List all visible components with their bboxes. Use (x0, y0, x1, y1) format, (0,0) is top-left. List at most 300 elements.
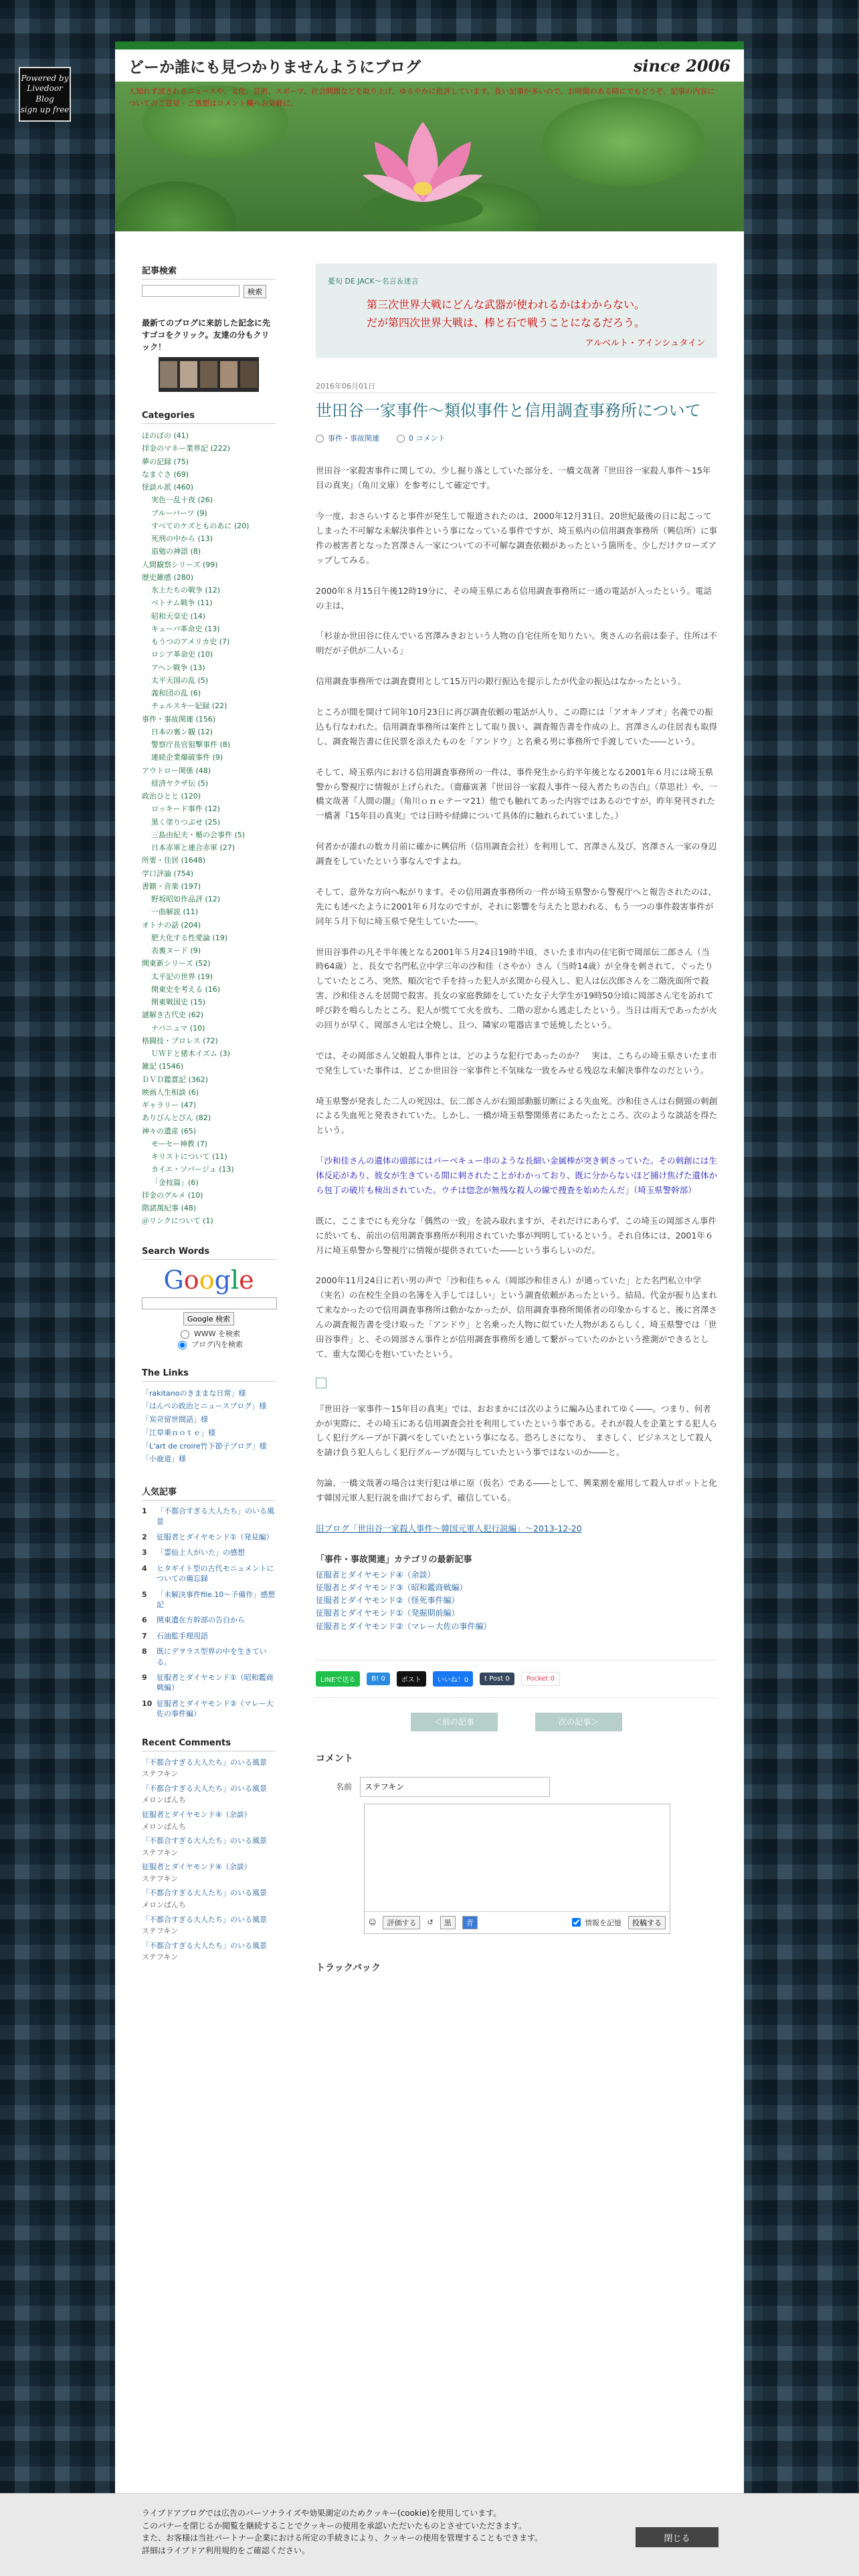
recent-comment-article-link[interactable]: 「不都合すぎる大人たち」のいる風景 (142, 1889, 267, 1898)
popular-link[interactable]: 征服者とダイヤモンド①（発見編） (157, 1533, 274, 1542)
category-link[interactable]: アヘン戦争 (13) (151, 663, 205, 672)
related-link[interactable]: 征服者とダイヤモンド①（発掘期前編） (316, 1608, 460, 1618)
category-link[interactable]: カイエ・ソバージュ (13) (151, 1165, 234, 1174)
category-item (142, 1047, 276, 1060)
category-link[interactable]: 肥大化する性愛論 (19) (151, 933, 228, 942)
category-link[interactable]: キリストについて (11) (151, 1152, 227, 1161)
category-link[interactable]: 野坂昭如作品評 (12) (151, 895, 221, 903)
category-link[interactable]: ギャラリー (47) (142, 1101, 197, 1109)
popular-item (142, 1506, 276, 1527)
category-item (142, 545, 276, 558)
categories-heading: Categories (142, 411, 276, 424)
google-logo: Google (163, 1265, 254, 1295)
category-link[interactable]: アウトロー関係 (48) (142, 766, 211, 775)
category-item (142, 635, 276, 648)
popular-item (142, 1547, 276, 1558)
category-link[interactable]: 一曲解説 (11) (151, 907, 199, 917)
main-content (316, 263, 717, 1983)
category-item (142, 687, 276, 700)
badge-line2: Livedoor Blog (27, 84, 63, 104)
category-item (142, 919, 276, 932)
ranking-banner-image[interactable] (159, 357, 259, 392)
broken-image-icon (316, 1378, 326, 1388)
category-link[interactable]: 雑記 (1546) (142, 1062, 184, 1071)
category-link[interactable]: 連続企業爆破事件 (9) (151, 753, 223, 762)
blog-description: 人知れず流されるニュースや、文化、芸術、スポーツ、社会問題などを取り上げ、ゆるやかに批評しています。長い記事が多いので、お時間のある時にでもどうぞ。記事の内容についてのご意見・ご感想はコメント欄へお気軽に。 (128, 87, 715, 108)
category-item (142, 713, 276, 726)
link-item (142, 1413, 276, 1426)
category-link[interactable]: 映画人生相談 (6) (142, 1087, 199, 1097)
category-link[interactable]: 経済ヤクザ伝 (5) (151, 778, 209, 788)
x-post-button[interactable]: ポスト (397, 1671, 426, 1687)
category-link[interactable]: 人間観察シリーズ (99) (142, 560, 218, 569)
popular-item (142, 1615, 276, 1625)
links-section (142, 1368, 276, 1467)
post-paragraph: 今一度、おさらいすると事件が発生して報道されたのは、2000年12月31日。20世紀最後の日に起こってしまった不可解な未解決事件という事になっている事件ですが、埼玉県内の信用調査事務所（興信所）に事件の被害者となった宮澤さん一家についての不可解な調査依頼があったという箇所を、少しだけクローズアップしてみる。 (316, 511, 718, 565)
popular-rank: 1 (142, 1507, 147, 1516)
post-paragraph: ところが間を開けて同年10月23日に再び調査依頼の電話が入り、この際には「アオキノブオ」名義での振込も行なわれた。信用調査事務所は案件として取り扱い、調査報告書を作成の上、宮澤さんの住居表も取得し、調査報告書に住民票を添えたものを「アンドウ」と名乗る男に事務所で手渡していた――という。 (316, 707, 718, 746)
category-item (142, 932, 276, 944)
category-item (142, 816, 276, 829)
post-paragraph: 何者かが誰れの数カ月前に確かに興信所（信用調査会社）を利用して、宮澤さん及び、宮澤さん一家の身辺調査をしていたという事なんですよね。 (316, 841, 717, 866)
category-item (142, 481, 276, 494)
category-link[interactable]: 開東新シリーズ (52) (142, 959, 211, 968)
sidebar (142, 263, 276, 1982)
badge-line3: sign up free (20, 104, 70, 114)
post-paragraph (316, 1521, 717, 1536)
popular-section (142, 1485, 276, 1719)
popular-list (142, 1506, 276, 1719)
post-paragraph: 既に、ここまでにも充分な「偶然の一致」を読み取れますが、それだけにあらず、この埼玉の岡部さん事件に於いても、前出の信用調査事務所が利用されていた事が判明しているという。それ自体には、2001年６月に埼玉県警から警視庁に情報が提供されていた――という事らしいのだ。 (316, 1215, 717, 1255)
category-link[interactable]: 太平記の世界 (19) (151, 972, 213, 981)
category-link[interactable]: 表裏ヌード (9) (151, 946, 201, 955)
post-date: 2016年06月01日 (316, 381, 717, 393)
category-item (142, 1099, 276, 1111)
category-link[interactable]: 拝金のグルメ (10) (142, 1190, 203, 1200)
post-meta (316, 433, 717, 443)
post-title[interactable]: 世田谷一家事件〜類似事件と信用調査事務所について (316, 401, 701, 421)
name-label: 名前 (336, 1782, 353, 1792)
recent-comment-author: ステフキン (142, 1848, 179, 1857)
popular-rank: 6 (142, 1616, 147, 1625)
category-list (142, 429, 276, 1228)
search-heading: 記事検索 (142, 263, 276, 280)
category-item (142, 738, 276, 751)
category-item (142, 854, 276, 867)
recent-comment-article-link[interactable]: 征服者とダイヤモンド④（余談） (142, 1810, 252, 1819)
rate-dropdown[interactable]: 評価する (383, 1916, 420, 1929)
category-link[interactable]: すべてのケズとものあに (20) (151, 521, 250, 530)
category-item (142, 558, 276, 571)
related-link[interactable]: 征服者とダイヤモンド②（マレー大佐の事件編） (316, 1621, 492, 1631)
recent-comment-item (142, 1887, 276, 1911)
related-link[interactable]: 征服者とダイヤモンド②（怪死事件編） (316, 1596, 460, 1606)
trackback-heading: トラックバック (316, 1962, 381, 1973)
article-nav (316, 1713, 717, 1731)
category-item (142, 777, 276, 790)
category-item (142, 957, 276, 970)
post-category-link[interactable]: 事件・事故関連 (316, 433, 379, 443)
category-item (142, 880, 276, 893)
post-paragraph: 2000年11月24日に若い男の声で「沙和佳ちゃん（岡部沙和佳さん）が通っていた」とた名門私立中学（実名）の在校生全員の名簿を入手してほしい」という調査依頼があったという。結局、代金が振り込まれて来なかったので信用調査事務所は動かなかったが、信用調査事務所関係者の印象からすると、後に宮澤さんの調査報告書を受け取った「アンドウ」と名乗った人物に似ていた人物があるらしく、埼玉県警では「世田谷事件」と、その岡部さん事件とが信用調査事務所を通して繋がっていたのかという推測ができるとして、重大な関心を抱いていたという。 (316, 1275, 718, 1359)
category-item (142, 751, 276, 764)
recent-comment-item (142, 1940, 276, 1963)
radio-www[interactable]: WWW を検索 (142, 1328, 276, 1339)
category-link[interactable]: 怪談ル派 (460) (142, 483, 194, 492)
popular-rank: 7 (142, 1631, 147, 1640)
recent-comment-article-link[interactable]: 「不都合すぎる大人たち」のいる風景 (142, 1941, 267, 1950)
popular-item (142, 1699, 276, 1719)
post-body (316, 463, 717, 1535)
category-link[interactable]: 「金枝篇」(6) (151, 1178, 199, 1187)
recent-comment-author: ステフキン (142, 1927, 179, 1936)
popular-rank: 8 (142, 1647, 147, 1656)
popular-link[interactable]: 「未解決事件file.10〜予備作」感想記 (157, 1590, 276, 1610)
popular-link[interactable]: ヒタギイト型の古代モニュメントについての備忘録 (157, 1564, 274, 1584)
facebook-like-button[interactable]: いいね！0 (433, 1671, 473, 1687)
popular-link[interactable]: 石油監手理用語 (157, 1631, 208, 1640)
category-item (142, 442, 276, 455)
recent-comment-article-link[interactable]: 「不都合すぎる大人たち」のいる風景 (142, 1915, 267, 1924)
category-link[interactable]: 三島由紀夫・楯の会事件 (5) (151, 830, 246, 839)
category-item (142, 1202, 276, 1214)
recent-comment-author: メロンぱんち (142, 1901, 186, 1910)
ranking-banner (142, 317, 276, 392)
category-link[interactable]: 事件・事故関連 (156) (142, 714, 216, 724)
color-blue-toggle[interactable]: 青 (462, 1916, 478, 1929)
post-paragraph: 勿論、一橋文哉著の場合は実行犯は単に原（仮名）である――として、興業割を雇用して殺人ロボットと化す韓国元軍人犯行説を曲げておらず、確信している。 (316, 1478, 717, 1503)
blog-search-button[interactable]: 検索 (244, 285, 266, 298)
old-blog-link[interactable]: 旧ブログ「世田谷一家殺人事件〜韓国元軍人犯行説編」〜2013-12-20 (316, 1523, 582, 1533)
related-item (316, 1607, 717, 1620)
popular-rank: 10 (142, 1699, 153, 1708)
category-item (142, 1060, 276, 1073)
category-item (142, 829, 276, 841)
recent-comment-author: メロンぱんち (142, 1822, 186, 1831)
external-link[interactable]: 「炭苛留世間話」様 (142, 1415, 208, 1424)
category-item (142, 468, 276, 481)
category-link[interactable]: 学口評論 (754) (142, 869, 194, 878)
recent-comment-item (142, 1783, 276, 1806)
category-item (142, 1073, 276, 1086)
category-item (142, 1086, 276, 1099)
category-link[interactable]: ありびんとびん (82) (142, 1113, 211, 1123)
category-link[interactable]: オトナの話 (204) (142, 920, 201, 930)
category-link[interactable]: 黒く塗りつぶせ (25) (151, 817, 221, 827)
category-link[interactable]: 追勉の神語 (8) (151, 547, 201, 556)
cookie-line-3: また、お客様は当社パートナー企業における所定の手続きにより、クッキーの使用を管理することもできます。 (142, 2533, 543, 2543)
link-item (142, 1387, 276, 1400)
popular-rank: 4 (142, 1564, 147, 1573)
category-item (142, 610, 276, 623)
category-item (142, 507, 276, 520)
category-link[interactable]: ナバニュマ (10) (151, 1023, 205, 1033)
category-link[interactable]: 所要・住居 (1648) (142, 856, 206, 865)
banner-text: 最新てのブログに来訪した記念に先すゴコをクリック。友達の分もクリック！ (142, 318, 271, 352)
recent-comments-section (142, 1738, 276, 1964)
external-link[interactable]: 「小鹿道」様 (142, 1455, 186, 1464)
page-container (115, 41, 744, 2576)
recent-comment-article-link[interactable]: 「不都合すぎる大人たち」のいる風景 (142, 1784, 267, 1793)
pocket-button[interactable]: Pocket 0 (521, 1672, 560, 1686)
cookie-line-1: ライブドアブログでは広告のパーソナライズや効果測定のためクッキー(cookie)を使用しています。 (142, 2508, 502, 2518)
quote-source-link[interactable]: 憂旬 DE JACK〜名言＆迷言 (328, 277, 419, 286)
recent-comment-author: ステフキン (142, 1953, 179, 1962)
category-item (142, 1214, 276, 1227)
remember-checkbox[interactable]: 情報を記憶 (569, 1916, 622, 1929)
category-link[interactable]: モーセー神教 (7) (151, 1139, 207, 1148)
category-link[interactable]: 死刑の中から (13) (151, 534, 213, 543)
badge-line1: Powered by (21, 73, 69, 83)
link-item (142, 1440, 276, 1453)
quote-line-1: 第三次世界大戦にどんな武器が使われるかはわからない。 (367, 298, 646, 311)
category-item (142, 996, 276, 1008)
search-words-section (142, 1247, 276, 1350)
category-link[interactable]: ＤＶＤ鑑賞記 (362) (142, 1075, 209, 1084)
category-link[interactable]: 神々の遺産 (65) (142, 1126, 197, 1136)
category-item (142, 841, 276, 854)
popular-link[interactable]: 征服者とダイヤモンド②（マレー大佐の事件編） (157, 1699, 274, 1719)
post-paragraph: では、その岡部さん父娘殺人事件とは、どのような犯行であったのか？ 実は、こちらの埼玉県さいたま市で発生していた事件は、どこか世田谷一家事件と不気味な一致をみせる残忍な未解決事件なのだという。 (316, 1050, 717, 1075)
category-item (142, 1176, 276, 1189)
post-paragraph: 信用調査事務所では調査費用として15万円の銀行振込を提示したが代金の振込はなかったという。 (316, 676, 686, 687)
category-item (142, 1150, 276, 1163)
category-item (142, 983, 276, 996)
category-item (142, 597, 276, 609)
category-item (142, 1125, 276, 1138)
category-link[interactable]: キューバ革命史 (13) (151, 624, 220, 633)
category-link[interactable]: 夢の記録 (75) (142, 457, 189, 466)
category-item (142, 1138, 276, 1150)
category-item (142, 867, 276, 880)
comment-name-input[interactable] (360, 1777, 550, 1797)
prev-article-button[interactable]: ＜前の記事 (411, 1713, 498, 1731)
popular-item (142, 1673, 276, 1693)
recent-comment-author: メロンぱんち (142, 1796, 186, 1805)
category-link[interactable]: 政治ひとと (120) (142, 792, 201, 800)
recent-comment-item (142, 1809, 276, 1832)
category-link[interactable]: ＵＷＦと猪木イズム (3) (151, 1049, 230, 1058)
comment-submit-button[interactable]: 投稿する (628, 1916, 666, 1929)
recent-comments-heading: Recent Comments (142, 1738, 276, 1751)
share-buttons (316, 1660, 717, 1698)
post-paragraph: 2000年８月15日午後12時19分に、その埼玉県にある信用調査事務所に一通の電話が入ったという。電話の主は、 (316, 585, 712, 611)
category-item (142, 623, 276, 635)
category-link[interactable]: 格闘技・プロレス (72) (142, 1036, 218, 1045)
post-paragraph: 世田谷一家殺害事件に関しての、少し掘り落としていた部分を、一橋文哉著『世田谷一家殺人事件〜15年目の真実』（角川文庫）を参考にして確定です。 (316, 465, 711, 491)
cookie-close-button[interactable]: 閉じる (636, 2527, 719, 2547)
category-link[interactable]: ブルーバーツ (9) (151, 508, 207, 518)
google-search-input[interactable] (142, 1297, 277, 1309)
recent-comment-article-link[interactable]: 征服者とダイヤモンド④（余談） (142, 1862, 252, 1872)
category-link[interactable]: 昭和天皇史 (14) (151, 611, 206, 621)
post-paragraph: そして、意外な方向へ転がります。その信用調査事務所の一件が埼玉県警から警視庁へと報告されたのは、先にも述べたように2001年６月なのですが、それに影響を与えたと思われる、もう一つの事件殺害事件が同年５月下旬に埼玉県で発生していた――。 (316, 886, 717, 926)
category-item (142, 1111, 276, 1124)
category-item (142, 648, 276, 661)
link-item (142, 1453, 276, 1466)
recent-comment-item (142, 1757, 276, 1780)
header-bar (115, 49, 744, 82)
category-link[interactable]: 義和団の乱 (6) (151, 689, 201, 697)
category-link[interactable]: ロシア革命史 (10) (151, 650, 213, 659)
category-item (142, 802, 276, 815)
popular-rank: 3 (142, 1548, 147, 1558)
external-link[interactable]: 「rakitanoのきままな日常」様 (142, 1388, 246, 1398)
category-link[interactable]: 日本の裏ン観 (12) (151, 727, 213, 736)
cookie-line-2: このバナーを閉じるか閲覧を継続することでクッキーの使用を承認いただいたものとさせていただきます。 (142, 2520, 527, 2531)
post-paragraph: そして、埼玉県内における信用調査事務所の一件は、事件発生から約半年後となる2001年６月には埼玉県警から警視庁に情報が上げられた。（齋藤寅著『世田谷一家殺人事件〜侵入者たちの告白』（草思社）や、一橋文哉著『人間の闇』（角川ｏｎｅテーマ21）他でも触れてあった内容ではあるのですが、昨年発刊された一橋著『15年目の真実』では日時や経緯について具体的に触れられていました。） (316, 766, 717, 821)
popular-link[interactable]: 征服者とダイヤモンド①（昭和鑑商戦編） (157, 1673, 274, 1693)
popular-rank: 5 (142, 1590, 147, 1599)
blog-header (115, 49, 744, 231)
popular-rank: 9 (142, 1673, 147, 1682)
blog-search-input[interactable] (142, 285, 240, 297)
category-item (142, 1163, 276, 1176)
category-link[interactable]: もうつのアメリカ史 (7) (151, 637, 230, 646)
popular-link[interactable]: 開東遺在方幹部の告白から (157, 1616, 245, 1625)
category-item (142, 726, 276, 738)
category-link[interactable]: ロッキード事件 (12) (151, 804, 220, 814)
external-link[interactable]: 「L'art de croire竹下節子ブログ」様 (142, 1441, 267, 1451)
search-section (142, 263, 276, 298)
categories-section (142, 411, 276, 1228)
popular-item (142, 1631, 276, 1641)
quote-box (316, 263, 717, 358)
category-link[interactable]: 日本赤軍と連合赤軍 (27) (151, 843, 235, 852)
category-link[interactable]: 書籍・音楽 (197) (142, 881, 201, 891)
category-item (142, 429, 276, 442)
quote-line-2: だが第四次世界大戦は、棒と石で戦うことになるだろう。 (367, 316, 646, 330)
popular-item (142, 1590, 276, 1610)
recent-comment-item (142, 1861, 276, 1885)
popular-rank: 2 (142, 1533, 147, 1542)
category-link[interactable]: チェルスキー妃録 (22) (151, 702, 227, 711)
post-paragraph: 『世田谷一家事件〜15年目の真実』では、おおまかには次のように編み込まれてゆく――。つまり、何者かが実際に、その埼玉にある信用調査会社を利用していたという事である。それが殺人を企業とする犯人らしく犯行グループが下調べをしていたという事になる。恐ろしさになり、 まさしく、ビジネスとして殺人を請け負う犯人らしく犯行グループが関与していたという事ではないのか――と。 (316, 1403, 718, 1458)
lotus-flower-image (349, 108, 496, 231)
tumblr-post-button[interactable]: t Post 0 (480, 1673, 514, 1685)
category-link[interactable]: なまぐさ (69) (142, 469, 189, 479)
related-list (316, 1569, 717, 1633)
category-link[interactable]: 謎解き古代史 (62) (142, 1010, 204, 1020)
post-comments-link[interactable]: 0 コメント (397, 433, 446, 443)
related-item (316, 1569, 717, 1582)
related-item (316, 1620, 717, 1633)
link-item (142, 1426, 276, 1440)
category-item (142, 700, 276, 712)
category-item (142, 1008, 276, 1021)
related-link[interactable]: 征服者とダイヤモンド③（昭和鑑商戦編） (316, 1582, 468, 1592)
recent-comment-author: ステフキン (142, 1874, 179, 1883)
color-black-toggle[interactable]: 黒 (440, 1916, 456, 1929)
header-hero-image (115, 82, 744, 231)
links-heading: The Links (142, 1368, 276, 1382)
category-item (142, 1035, 276, 1047)
post-paragraph: 埼玉県警が発表した二人の死因は、伝二郎さんが右頸部動脈切断による失血死。沙和佳さんは右側頸の刺創による失血死と発表されていた。しかし、一橋が埼玉県警関係者にあたったところ、次のような談話を得たという。 (316, 1095, 718, 1136)
line-share-button[interactable]: LINEで送る (316, 1671, 360, 1687)
post-paragraph: 「杉並か世田谷に住んでいる宮澤みきおという人物の自宅住所を知りたい。奥さんの名前は泰子、住所は不明だが子供が二人いる」 (316, 631, 718, 656)
category-item (142, 674, 276, 687)
popular-link[interactable]: 「霊仙上人がいた」の感想 (157, 1548, 245, 1558)
external-link[interactable]: 「江草乗ｎｏｔｅ」様 (142, 1428, 215, 1437)
popular-item (142, 1646, 276, 1667)
recent-comment-author: ステフキン (142, 1769, 179, 1779)
folder-icon (316, 435, 324, 443)
related-item (316, 1594, 717, 1607)
quote-author: アルベルト・アインシュタイン (585, 338, 705, 349)
recent-comment-item (142, 1835, 276, 1858)
comment-form (316, 1751, 717, 1934)
category-item (142, 661, 276, 674)
category-link[interactable]: 階諸萬紀事 (48) (142, 1204, 197, 1212)
links-list (142, 1387, 276, 1467)
google-search-button[interactable]: Google 検索 (183, 1312, 234, 1325)
recent-comment-item (142, 1914, 276, 1937)
comment-icon (397, 435, 405, 443)
related-link[interactable]: 征服者とダイヤモンド④（余談） (316, 1570, 436, 1580)
recent-comment-article-link[interactable]: 「不都合すぎる大人たち」のいる風景 (142, 1757, 267, 1767)
category-link[interactable]: 太平天国の乱 (5) (151, 675, 209, 685)
comment-textarea[interactable] (365, 1804, 670, 1912)
related-articles (316, 1552, 717, 1633)
category-link[interactable]: ほのぼの (41) (142, 431, 189, 440)
popular-link[interactable]: 「不都合すぎる大人たち」のいる風景 (157, 1507, 274, 1526)
radio-blog[interactable]: ブログ内を検索 (142, 1339, 276, 1350)
category-item (142, 944, 276, 957)
link-item (142, 1400, 276, 1413)
category-link[interactable]: 歴史雑感 (280) (142, 572, 194, 582)
popular-link[interactable]: 既にデヲラス型界の中を生きている。 (157, 1647, 267, 1667)
category-item (142, 520, 276, 532)
category-item (142, 764, 276, 777)
category-link[interactable]: 実色一乱十夜 (26) (151, 496, 213, 505)
category-item (142, 571, 276, 584)
category-link[interactable]: 氷上たちの戦争 (12) (151, 586, 221, 595)
powered-by-badge[interactable] (19, 67, 71, 122)
related-heading: 「事件・事故関連」カテゴリの最新記事 (316, 1554, 472, 1565)
category-item (142, 532, 276, 545)
category-item (142, 455, 276, 468)
category-link[interactable]: ベトナム戦争 (11) (151, 599, 213, 608)
popular-item (142, 1564, 276, 1584)
external-link[interactable]: 「はんぺの政治とニュースブログ」様 (142, 1402, 267, 1411)
cookie-line-4[interactable]: 詳細はライブドア利用規約をご確認ください。 (142, 2545, 310, 2555)
since-label: since 2006 (633, 56, 731, 76)
comment-heading: コメント (316, 1753, 353, 1764)
category-link[interactable]: 開東戦国史 (15) (151, 998, 206, 1006)
search-words-heading: Search Words (142, 1247, 276, 1260)
blog-title[interactable]: どーか誰にも見つかりませんようにブログ (128, 58, 421, 76)
category-link[interactable]: 開東史を考える (16) (151, 984, 221, 994)
clear-icon[interactable]: ↺ (427, 1918, 434, 1927)
category-item (142, 494, 276, 506)
category-item (142, 790, 276, 802)
related-item (316, 1582, 717, 1594)
popular-item (142, 1532, 276, 1542)
category-item (142, 970, 276, 983)
category-item (142, 905, 276, 918)
category-item (142, 1022, 276, 1035)
hatena-bookmark-button[interactable]: B! 0 (367, 1673, 389, 1685)
next-article-button[interactable]: 次の記事＞ (535, 1713, 622, 1731)
smile-icon[interactable]: ☺ (369, 1918, 377, 1927)
recent-comment-article-link[interactable]: 「不都合すぎる大人たち」のいる風景 (142, 1836, 267, 1846)
category-item (142, 584, 276, 597)
category-link[interactable]: ＠リンクについて (1) (142, 1216, 213, 1226)
post-paragraph: 「沙和佳さんの遺体の頭部にはバーベキュー串のような長細い金属棒が突き刺さっていた。その刺創には生体反応があり、彼女が生きている間に刺されたことがわかっており、既に分からないほど捕け焦げた遺体から包丁の破片も検出されていた。ウチは惚念が無残な殺人の線で捜査を始めたんだ」（埼玉県警幹部） (316, 1156, 718, 1195)
category-link[interactable]: 拝金のマネー業界記 (222) (142, 444, 231, 453)
popular-heading: 人気記事 (142, 1485, 276, 1501)
category-link[interactable]: 警察庁長官狙撃事件 (8) (151, 740, 231, 749)
